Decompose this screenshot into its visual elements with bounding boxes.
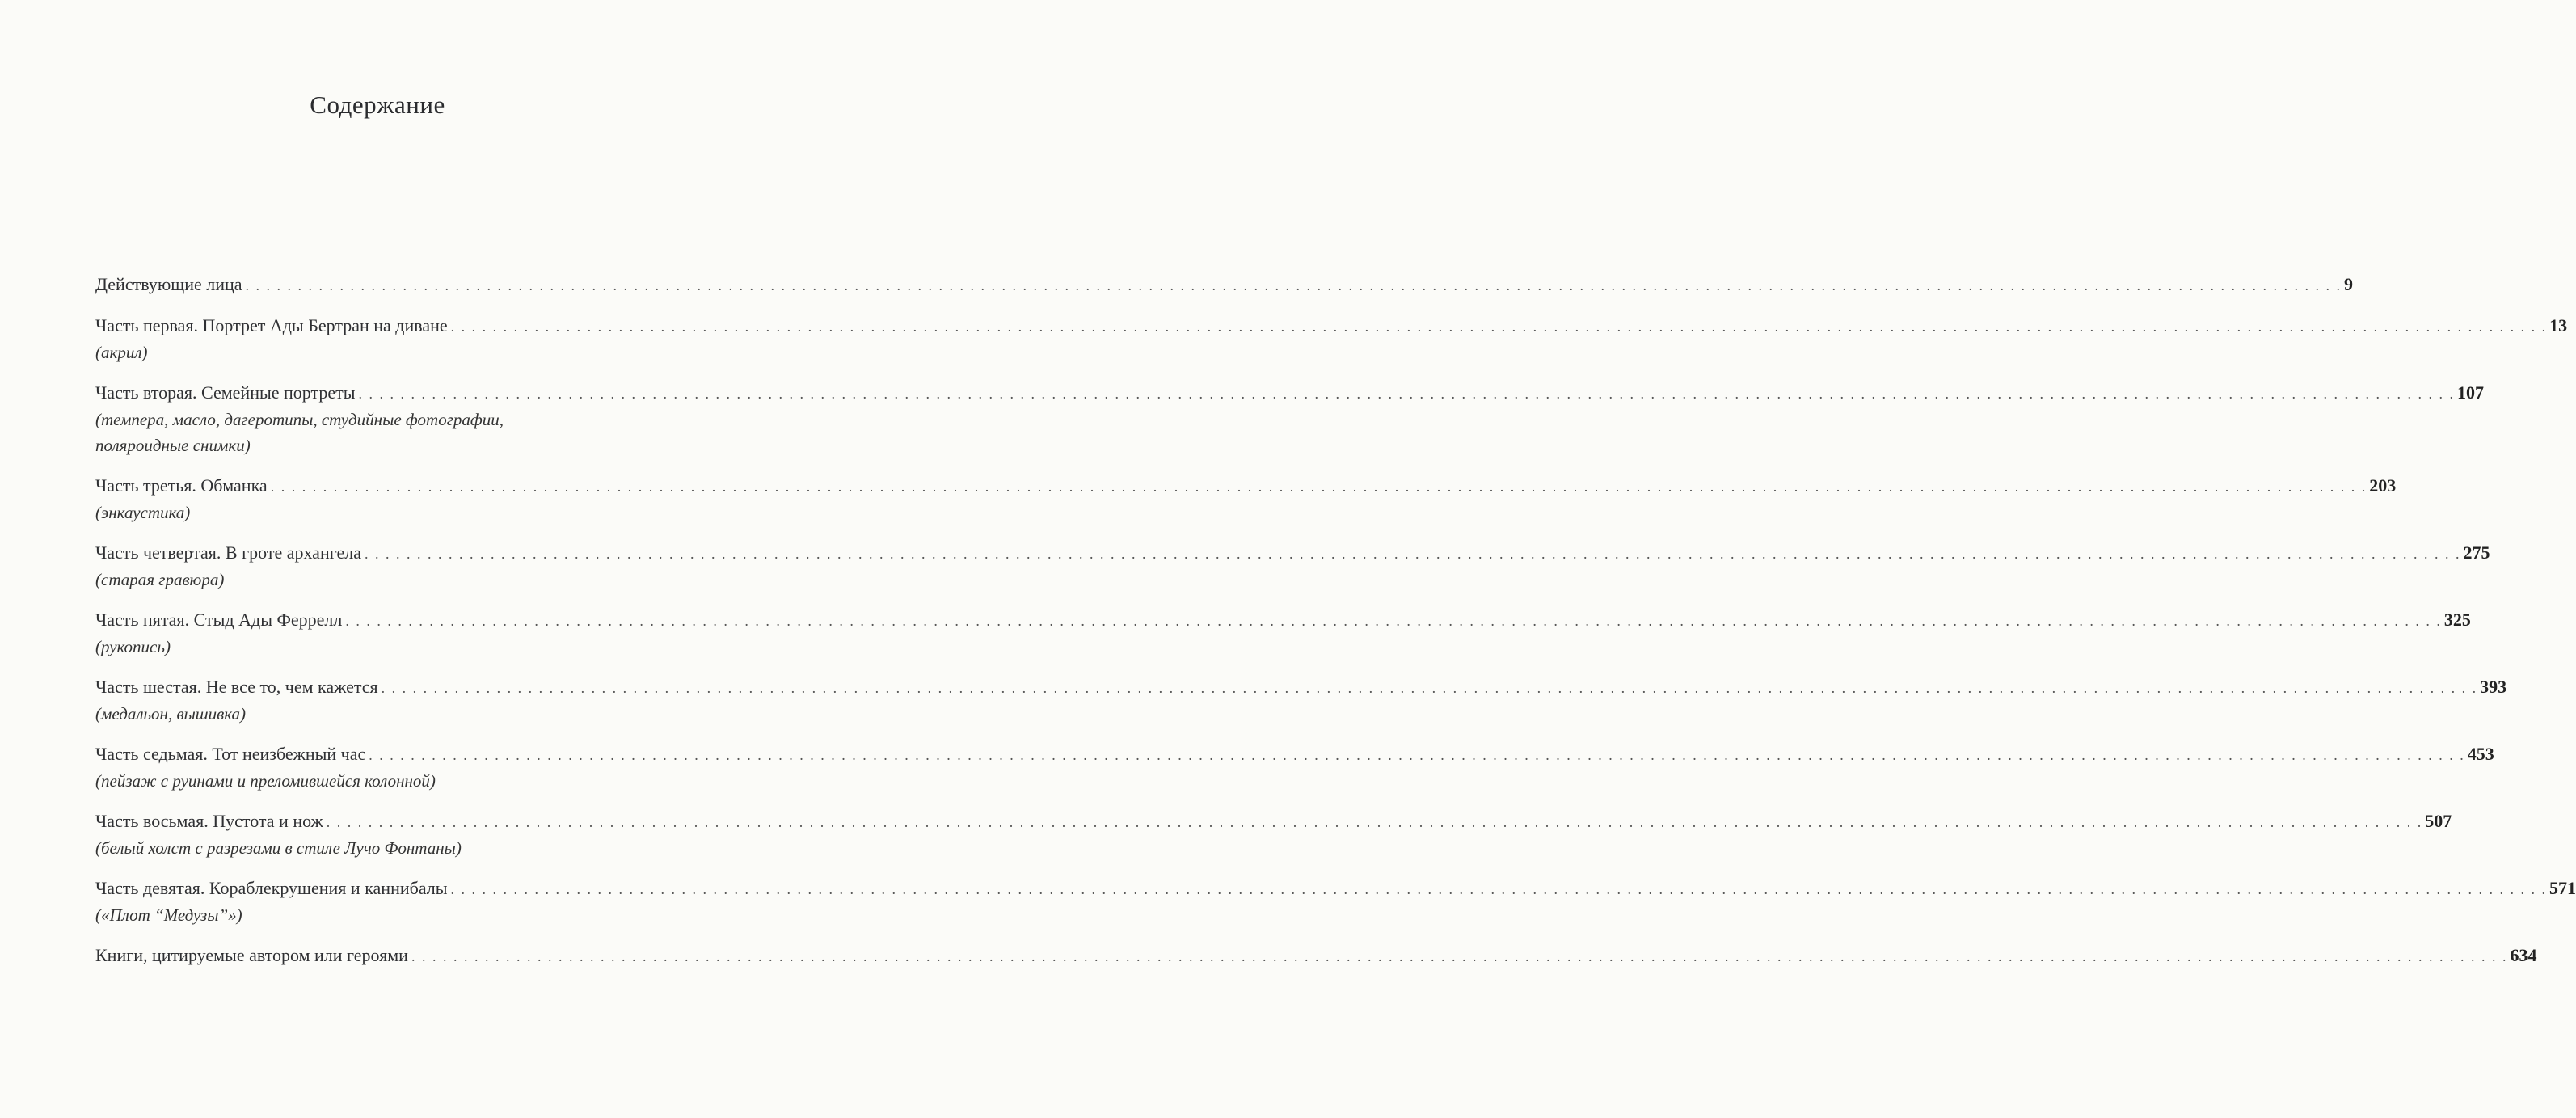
- toc-entry-page: 203: [2369, 475, 2397, 496]
- dot-leader: . . . . . . . . . . . . . . . . . . . . . . . . . . . . . . . . . . . . . . . . . . . . . . . . . . . . . . . . . . . . . . . . . . . . . . . . . . . . . . . . . . . . . . . . . . . . . . . . . . . . . . . . . . . . . . . . . . . . . . . . . . . . . . . . . . . . . . . . . . . . . . . . . . . . . . . . . . . . . . . . . . . . . . . . . . . . . . . . . . . . . . . . . . . . . . . . . . . . . . . .: [364, 546, 2461, 562]
- toc-entry-row: [95, 380, 2485, 407]
- toc-entry-row: [95, 674, 2507, 701]
- dot-leader: . . . . . . . . . . . . . . . . . . . . . . . . . . . . . . . . . . . . . . . . . . . . . . . . . . . . . . . . . . . . . . . . . . . . . . . . . . . . . . . . . . . . . . . . . . . . . . . . . . . . . . . . . . . . . . . . . . . . . . . . . . . . . . . . . . . . . . . . . . . . . . . . . . . . . . . . . . . . . . . . . . . . . . . . . . . . . . . . . . . . . . . . . . . . . . . . . . . . . . . .: [245, 277, 2342, 293]
- toc-entry: [95, 943, 2537, 969]
- toc-entry-title: Книги, цитируемые автором или героями: [95, 945, 408, 965]
- dot-leader: . . . . . . . . . . . . . . . . . . . . . . . . . . . . . . . . . . . . . . . . . . . . . . . . . . . . . . . . . . . . . . . . . . . . . . . . . . . . . . . . . . . . . . . . . . . . . . . . . . . . . . . . . . . . . . . . . . . . . . . . . . . . . . . . . . . . . . . . . . . . . . . . . . . . . . . . . . . . . . . . . . . . . . . . . . . . . . . . . . . . . . . . . . . . . . . . . . . . . . . .: [411, 948, 2508, 964]
- toc-entry: [95, 380, 2485, 458]
- toc-entry-page: 453: [2467, 744, 2494, 764]
- toc-entry: [95, 272, 2354, 298]
- toc-entry-page: 634: [2510, 945, 2537, 965]
- toc-entry-page: 13: [2549, 315, 2568, 335]
- toc-entry-subtitle: («Плот “Медузы”»): [95, 905, 242, 925]
- toc-entry-subtitle: (энкаустика): [95, 503, 191, 522]
- toc-entry-page: 393: [2480, 677, 2507, 697]
- toc-entry: [95, 540, 2490, 593]
- toc-entry-subtitle: (темпера, масло, дагеротипы, студийные фотографии, поляроидные снимки): [95, 410, 504, 455]
- toc-entry: [95, 674, 2507, 727]
- toc-entry-title: Часть шестая. Не все то, чем кажется: [95, 677, 378, 697]
- toc-entry-row: [95, 607, 2471, 634]
- toc-entry-subtitle: (медальон, вышивка): [95, 704, 247, 724]
- dot-leader: . . . . . . . . . . . . . . . . . . . . . . . . . . . . . . . . . . . . . . . . . . . . . . . . . . . . . . . . . . . . . . . . . . . . . . . . . . . . . . . . . . . . . . . . . . . . . . . . . . . . . . . . . . . . . . . . . . . . . . . . . . . . . . . . . . . . . . . . . . . . . . . . . . . . . . . . . . . . . . . . . . . . . . . . . . . . . . . . . . . . . . . . . . . . . . . . . . . . . . . .: [450, 319, 2548, 335]
- table-of-contents: [95, 272, 2576, 984]
- toc-entry-subtitle: (акрил): [95, 343, 148, 362]
- dot-leader: . . . . . . . . . . . . . . . . . . . . . . . . . . . . . . . . . . . . . . . . . . . . . . . . . . . . . . . . . . . . . . . . . . . . . . . . . . . . . . . . . . . . . . . . . . . . . . . . . . . . . . . . . . . . . . . . . . . . . . . . . . . . . . . . . . . . . . . . . . . . . . . . . . . . . . . . . . . . . . . . . . . . . . . . . . . . . . . . . . . . . . . . . . . . . . . . . . . . . . . .: [358, 386, 2456, 402]
- toc-entry: [95, 313, 2568, 365]
- toc-entry: [95, 607, 2471, 660]
- toc-entry-subtitle: (белый холст с разрезами в стиле Лучо Фонтаны): [95, 838, 462, 858]
- toc-entry-row: [95, 943, 2537, 969]
- toc-entry-page: 107: [2457, 382, 2485, 403]
- toc-entry-title: Часть восьмая. Пустота и нож: [95, 811, 323, 831]
- dot-leader: . . . . . . . . . . . . . . . . . . . . . . . . . . . . . . . . . . . . . . . . . . . . . . . . . . . . . . . . . . . . . . . . . . . . . . . . . . . . . . . . . . . . . . . . . . . . . . . . . . . . . . . . . . . . . . . . . . . . . . . . . . . . . . . . . . . . . . . . . . . . . . . . . . . . . . . . . . . . . . . . . . . . . . . . . . . . . . . . . . . . . . . . . . . . . . . . . . . . . . . .: [270, 479, 2367, 495]
- toc-entry-title: Часть четвертая. В гроте архангела: [95, 542, 361, 563]
- toc-entry-title: Часть первая. Портрет Ады Бертран на диване: [95, 315, 448, 335]
- toc-entry-row: [95, 875, 2576, 902]
- toc-entry-page: 9: [2344, 274, 2354, 294]
- toc-entry-page: 325: [2443, 610, 2471, 630]
- toc-entry-title: Часть третья. Обманка: [95, 475, 268, 496]
- toc-entry-row: [95, 272, 2354, 298]
- dot-leader: . . . . . . . . . . . . . . . . . . . . . . . . . . . . . . . . . . . . . . . . . . . . . . . . . . . . . . . . . . . . . . . . . . . . . . . . . . . . . . . . . . . . . . . . . . . . . . . . . . . . . . . . . . . . . . . . . . . . . . . . . . . . . . . . . . . . . . . . . . . . . . . . . . . . . . . . . . . . . . . . . . . . . . . . . . . . . . . . . . . . . . . . . . . . . . . . . . . . . . . .: [369, 747, 2465, 763]
- toc-entry-title: Часть пятая. Стыд Ады Феррелл: [95, 610, 343, 630]
- toc-entry: [95, 808, 2452, 861]
- toc-entry-row: [95, 313, 2568, 340]
- toc-entry-row: [95, 808, 2452, 835]
- toc-entry-page: 507: [2425, 811, 2452, 831]
- toc-entry-title: Часть вторая. Семейные портреты: [95, 382, 356, 403]
- toc-entry-subtitle: (старая гравюра): [95, 570, 225, 589]
- dot-leader: . . . . . . . . . . . . . . . . . . . . . . . . . . . . . . . . . . . . . . . . . . . . . . . . . . . . . . . . . . . . . . . . . . . . . . . . . . . . . . . . . . . . . . . . . . . . . . . . . . . . . . . . . . . . . . . . . . . . . . . . . . . . . . . . . . . . . . . . . . . . . . . . . . . . . . . . . . . . . . . . . . . . . . . . . . . . . . . . . . . . . . . . . . . . . . . . . . . . . . . .: [450, 881, 2548, 897]
- toc-entry-subtitle: (рукопись): [95, 637, 171, 656]
- dot-leader: . . . . . . . . . . . . . . . . . . . . . . . . . . . . . . . . . . . . . . . . . . . . . . . . . . . . . . . . . . . . . . . . . . . . . . . . . . . . . . . . . . . . . . . . . . . . . . . . . . . . . . . . . . . . . . . . . . . . . . . . . . . . . . . . . . . . . . . . . . . . . . . . . . . . . . . . . . . . . . . . . . . . . . . . . . . . . . . . . . . . . . . . . . . . . . . . . . . . . . . .: [345, 613, 2442, 629]
- toc-entry-title: Часть седьмая. Тот неизбежный час: [95, 744, 366, 764]
- toc-entry-title: Действующие лица: [95, 274, 242, 294]
- page-title: Содержание: [310, 91, 445, 119]
- toc-entry-row: [95, 473, 2397, 500]
- toc-entry-row: [95, 741, 2494, 768]
- toc-entry: [95, 473, 2397, 525]
- toc-entry-row: [95, 540, 2490, 567]
- dot-leader: . . . . . . . . . . . . . . . . . . . . . . . . . . . . . . . . . . . . . . . . . . . . . . . . . . . . . . . . . . . . . . . . . . . . . . . . . . . . . . . . . . . . . . . . . . . . . . . . . . . . . . . . . . . . . . . . . . . . . . . . . . . . . . . . . . . . . . . . . . . . . . . . . . . . . . . . . . . . . . . . . . . . . . . . . . . . . . . . . . . . . . . . . . . . . . . . . . . . . . . .: [326, 814, 2423, 830]
- toc-entry-subtitle: (пейзаж с руинами и преломившейся колонной): [95, 771, 436, 791]
- toc-entry: [95, 875, 2576, 928]
- toc-entry: [95, 741, 2494, 794]
- toc-entry-page: 571: [2549, 878, 2576, 898]
- toc-entry-page: 275: [2463, 542, 2490, 563]
- toc-entry-title: Часть девятая. Кораблекрушения и каннибалы: [95, 878, 448, 898]
- dot-leader: . . . . . . . . . . . . . . . . . . . . . . . . . . . . . . . . . . . . . . . . . . . . . . . . . . . . . . . . . . . . . . . . . . . . . . . . . . . . . . . . . . . . . . . . . . . . . . . . . . . . . . . . . . . . . . . . . . . . . . . . . . . . . . . . . . . . . . . . . . . . . . . . . . . . . . . . . . . . . . . . . . . . . . . . . . . . . . . . . . . . . . . . . . . . . . . . . . . . . . . .: [381, 680, 2478, 696]
